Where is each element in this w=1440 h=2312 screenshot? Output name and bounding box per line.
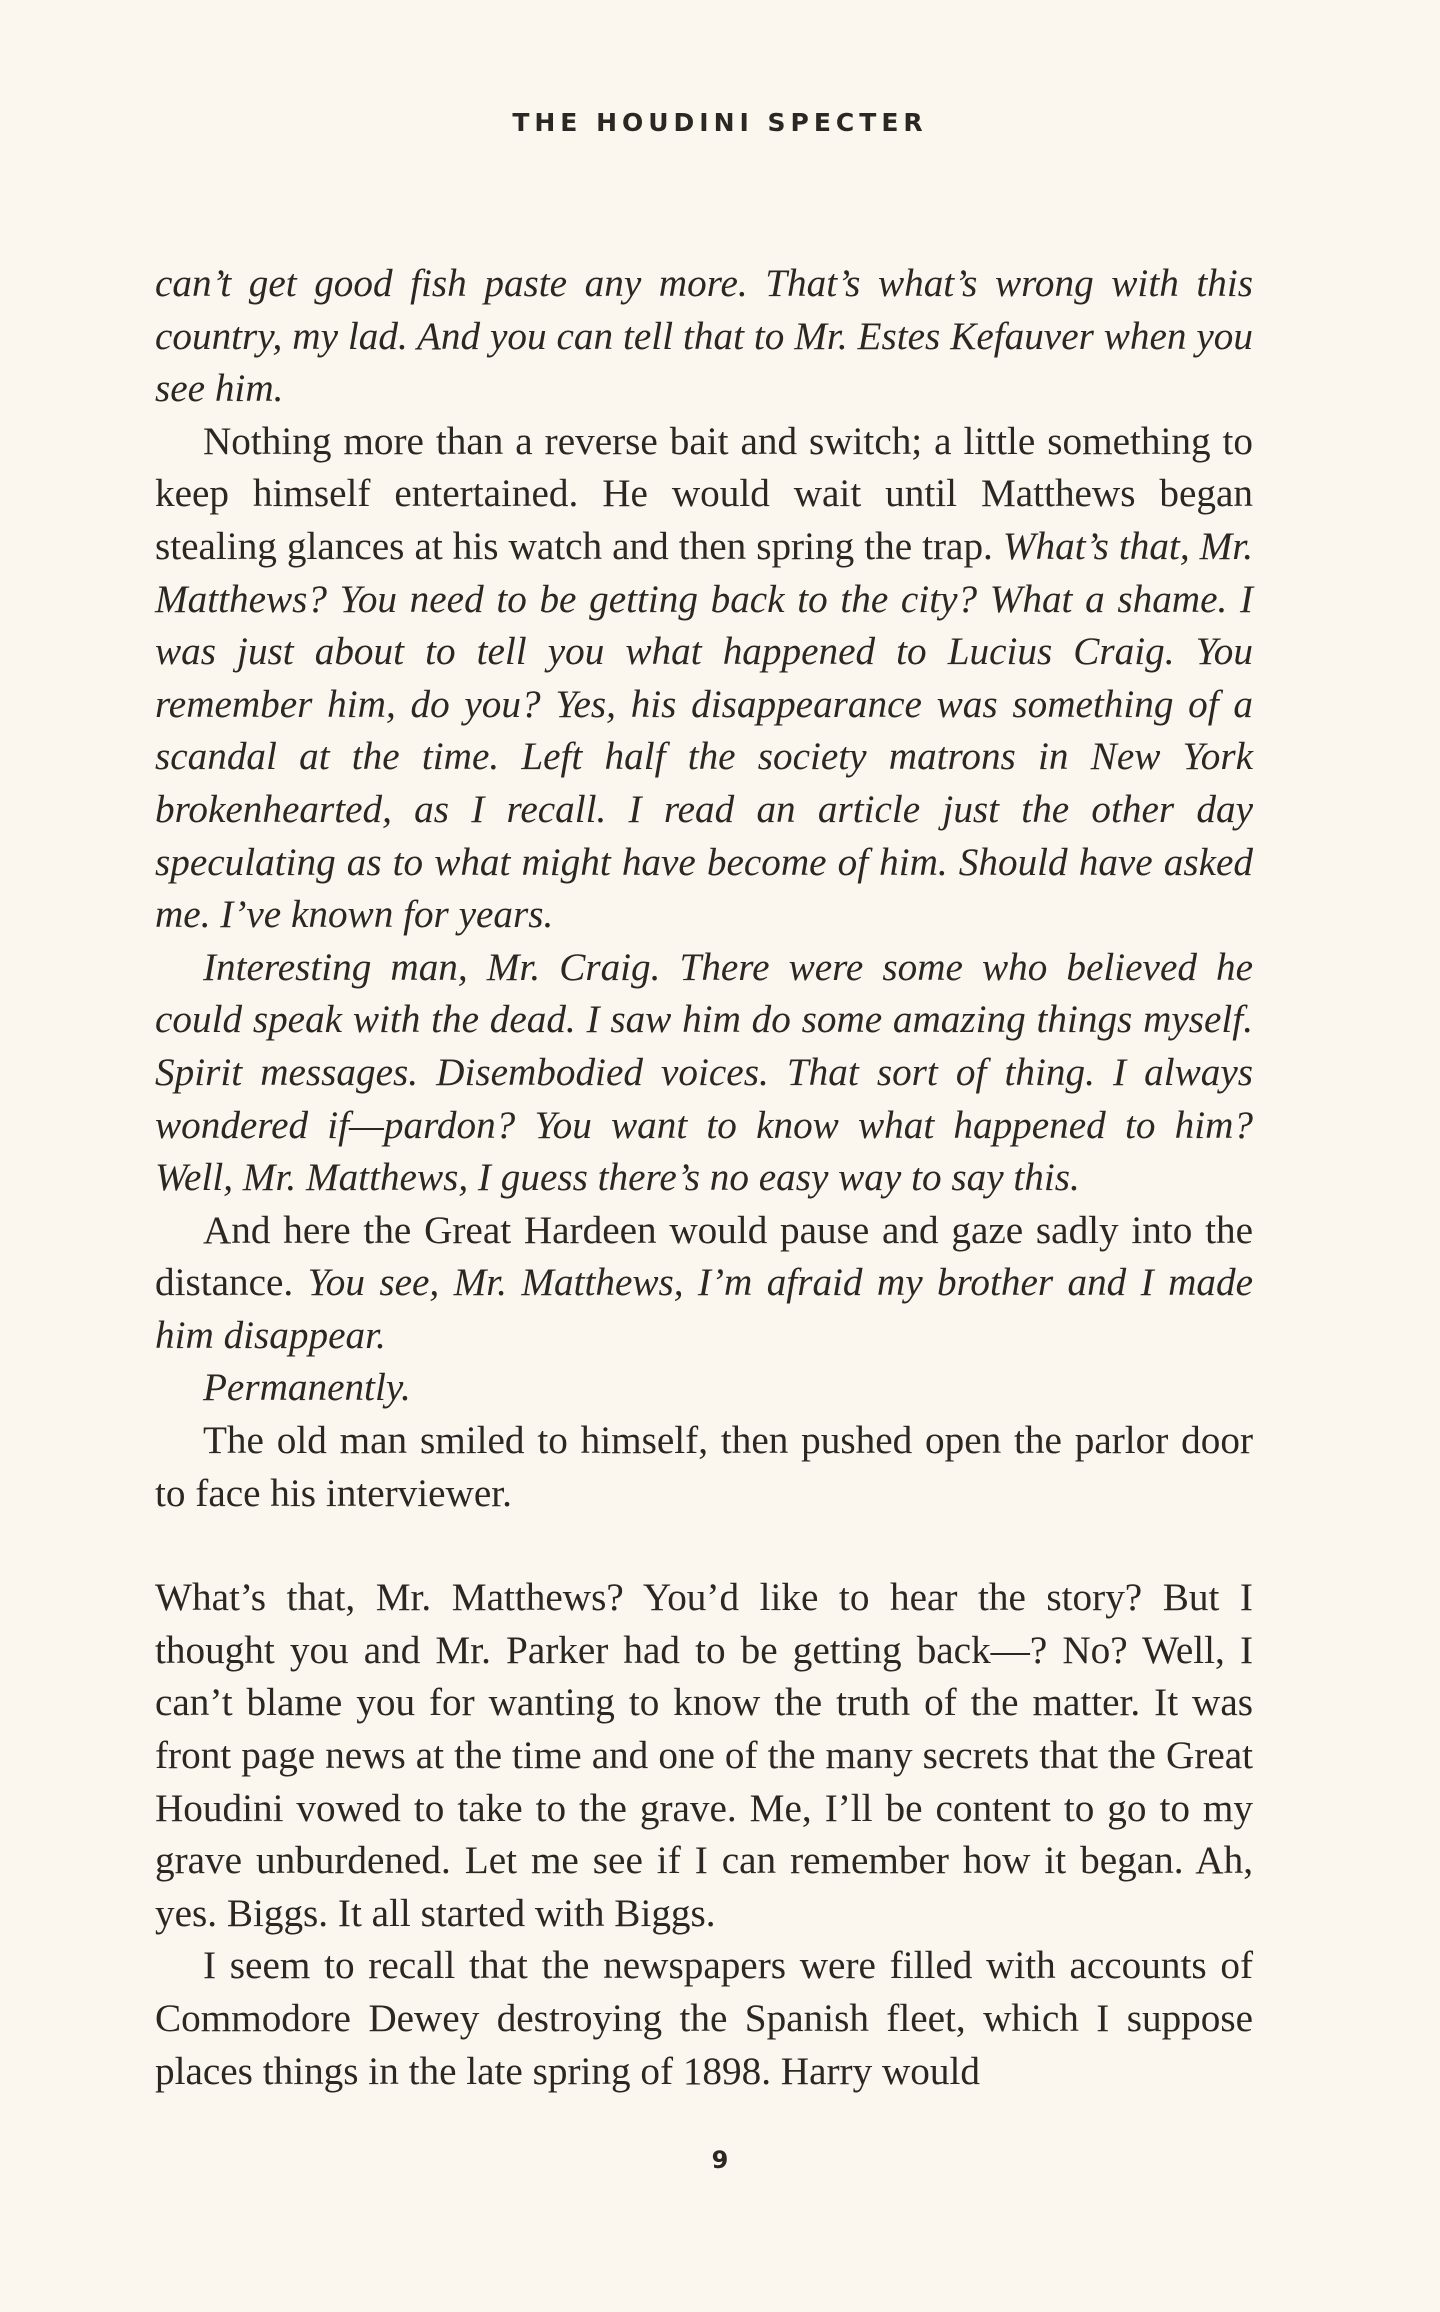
roman-text: I seem to recall that the newspapers were filled with accounts of Commodore Dewey destroying the Spanish fleet, which I suppose places things in the late spring of 1898. Harry would	[155, 1944, 1253, 2093]
roman-text: The old man smiled to himself, then pushed open the parlor door to face his interviewer.	[155, 1419, 1253, 1515]
roman-text: Nothing more than a reverse bait and switch; a little something to keep himself entertained. He would wait until Matthews began stealing glances at his watch and then spring the trap.	[155, 419, 1253, 568]
paragraph	[155, 416, 1253, 942]
italic-text: Interesting man, Mr. Craig. There were some who believed he could speak with the dead. I saw him do some amazing things myself. Spirit messages. Disembodied voices. That sort of thing. I always wondered if—pardon? You want to know what happened to him? Well, Mr. Matthews, I guess there’s no easy way to say this.	[155, 945, 1253, 1200]
roman-text: What’s that, Mr. Matthews? You’d like to hear the story? But I thought you and Mr. Parker had to be getting back—? No? Well, I can’t blame you for wanting to know the truth of the matter. It was front page news at the time and one of the many secrets that the Great Houdini vowed to take to the grave. Me, I’ll be content to go to my grave unburdened. Let me see if I can remember how it began. Ah, yes. Biggs. It all started with Biggs.	[155, 1576, 1253, 1935]
italic-text: What’s that, Mr. Matthews? You need to be getting back to the city? What a shame. I was just about to tell you what happened to Lucius Craig. You remember him, do you? Yes, his disappearance was something of a scandal at the time. Left half the society matrons in New York brokenhearted, as I recall. I read an article just the other day speculating as to what might have become of him. Should have asked me. I’ve known for years.	[155, 524, 1253, 937]
paragraph	[155, 1362, 1253, 1415]
paragraph	[155, 258, 1253, 416]
roman-text: And here the Great Hardeen would pause and gaze sadly into the distance.	[155, 1208, 1253, 1305]
paragraph	[155, 1940, 1253, 2098]
paragraph	[155, 1415, 1253, 1520]
italic-text: can’t get good fish paste any more. That’s what’s wrong with this country, my lad. And you can tell that to Mr. Estes Kefauver when you see him.	[155, 262, 1253, 411]
paragraph	[155, 942, 1253, 1205]
paragraph	[155, 1572, 1253, 1940]
italic-text: You see, Mr. Matthews, I’m afraid my brother and I made him disappear.	[155, 1261, 1253, 1357]
body-text	[155, 258, 1253, 2098]
page-number: 9	[711, 2146, 729, 2174]
running-head: THE HOUDINI SPECTER	[512, 108, 928, 137]
italic-text: Permanently.	[203, 1366, 411, 1410]
paragraph	[155, 1205, 1253, 1363]
section-break	[155, 1520, 1253, 1572]
